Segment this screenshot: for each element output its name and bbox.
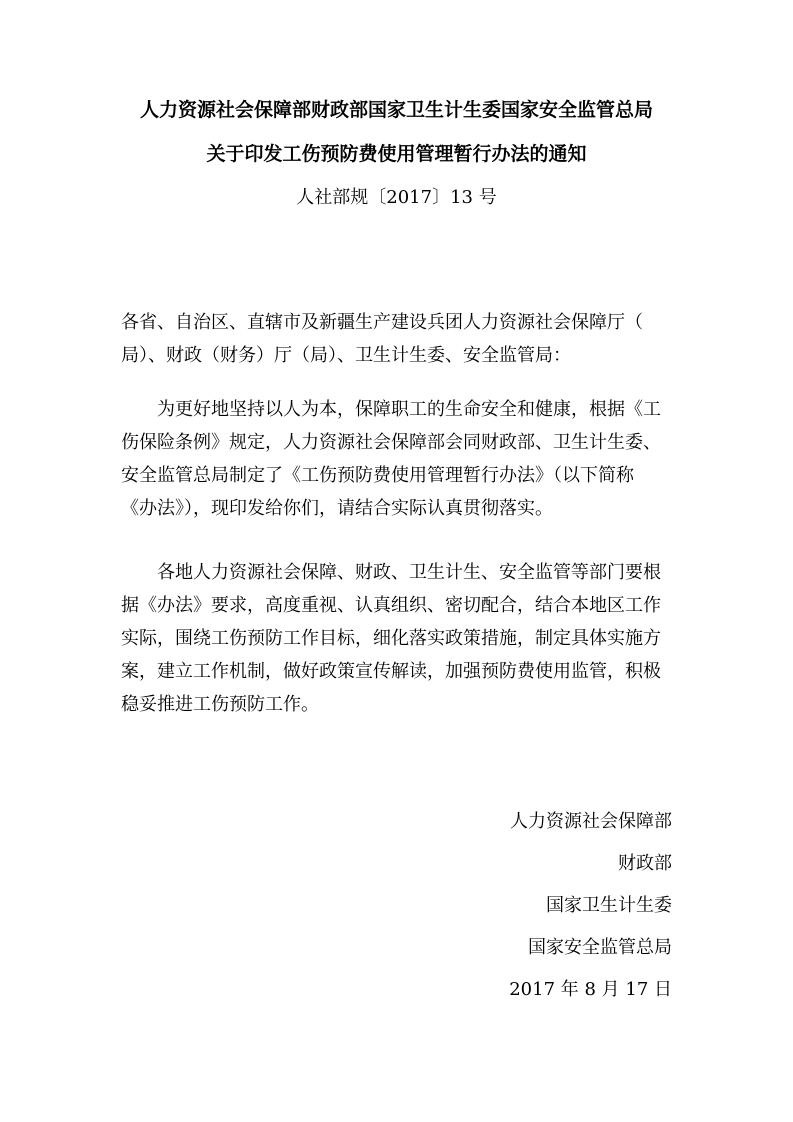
document-title-line-1: 人力资源社会保障部财政部国家卫生计生委国家安全监管总局 (139, 99, 653, 121)
paragraph-line: 为更好地坚持以人为本，保障职工的生命安全和健康，根据《工 (121, 399, 661, 420)
paragraph-line: 伤保险条例》规定，人力资源社会保障部会同财政部、卫生计生委、 (121, 432, 661, 453)
paragraph-line: 案，建立工作机制，做好政策宣传解读，加强预防费使用监管，积极 (121, 661, 661, 682)
signatory-mohrss: 人力资源社会保障部 (510, 811, 672, 832)
paragraph-line: 各地人力资源社会保障、财政、卫生计生、安全监管等部门要根 (121, 562, 661, 583)
signatory-sawsa: 国家安全监管总局 (528, 937, 672, 958)
document-date: 2017 年 8 月 17 日 (509, 979, 672, 1000)
addressee-paragraph (121, 306, 677, 372)
document-number: 人社部规〔2017〕13 号 (296, 187, 497, 208)
paragraph-line: 实际，围绕工伤预防工作目标，细化落实政策措施，制定具体实施方 (121, 628, 661, 649)
document-title-line-2: 关于印发工伤预防费使用管理暂行办法的通知 (206, 143, 587, 165)
paragraph-line: 稳妥推进工伤预防工作。 (121, 694, 319, 715)
addressee-line: 局）、财政（财务）厅（局）、卫生计生委、安全监管局： (121, 345, 571, 366)
paragraph-line: 据《办法》要求，高度重视、认真组织、密切配合，结合本地区工作 (121, 595, 661, 616)
paragraph-line: 安全监管总局制定了《工伤预防费使用管理暂行办法》（以下简称 (121, 465, 634, 486)
signatory-nhfpc: 国家卫生计生委 (546, 895, 672, 916)
signatory-mof: 财政部 (618, 853, 672, 874)
body-paragraph-2 (121, 556, 677, 721)
paragraph-line: 《办法》），现印发给你们，请结合实际认真贯彻落实。 (121, 498, 553, 519)
body-paragraph-1 (121, 393, 677, 525)
addressee-line: 各省、自治区、直辖市及新疆生产建设兵团人力资源社会保障厅（ (121, 312, 643, 333)
